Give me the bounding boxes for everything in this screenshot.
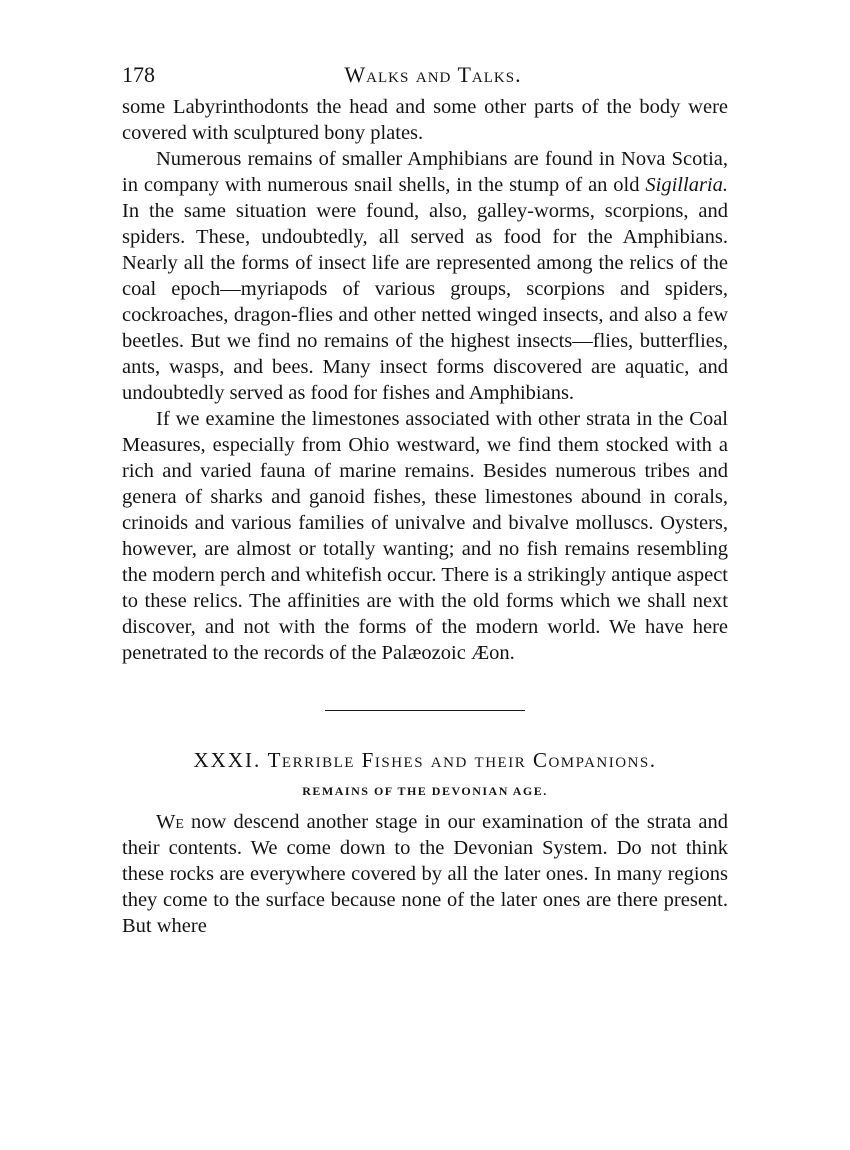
italic-term: Sigillaria. <box>645 174 728 196</box>
body-text <box>122 94 728 666</box>
paragraph-text: In the same situation were found, also, galley-worms, scorpions, and spiders. These, undoubtedly, all served as food for the Amphibians. Nearly all the forms of insect life are represented among the relics of the coal epoch—myriapods of various groups, scorpions and spiders, cockroaches, dragon-flies and other netted winged insects, and also a few beetles. But we find no remains of the highest insects—flies, butterflies, ants, wasps, and bees. Many insect forms discovered are aquatic, and undoubtedly served as food for fishes and Amphibians. <box>122 200 728 404</box>
chapter-heading <box>122 749 728 772</box>
section-divider <box>325 710 525 711</box>
book-page <box>122 60 728 939</box>
paragraph-text: Numerous remains of smaller Amphibians are found in Nova Scotia, in company with numerous snail shells, in the stump of an old <box>122 148 728 196</box>
chapter-text <box>122 809 728 939</box>
paragraph-continued: some Labyrinthodonts the head and some other parts of the body were covered with sculptured bony plates. <box>122 96 728 144</box>
chapter-opening-paragraph <box>122 809 728 939</box>
running-head <box>122 60 728 94</box>
paragraph-limestones: If we examine the limestones associated with other strata in the Coal Measures, especially from Ohio westward, we find them stocked with a rich and varied fauna of marine remains. Besides numerous tribes and genera of sharks and ganoid fishes, these limestones abound in corals, crinoids and various families of univalve and bivalve molluscs. Oysters, however, are almost or totally wanting; and no fish remains resembling the modern perch and whitefish occur. There is a strikingly antique aspect to these relics. The affinities are with the old forms which we shall next discover, and not with the forms of the modern world. We have here penetrated to the records of the Palæozoic Æon. <box>122 408 728 664</box>
running-title: Walks and Talks. <box>344 62 522 87</box>
first-word: We <box>156 811 184 833</box>
paragraph-text: now descend another stage in our examination of the strata and their contents. We come down to the Devonian System. Do not think these rocks are everywhere covered by all the later ones. In many regions they come to the surface because none of the later ones are there present. But where <box>122 811 728 937</box>
paragraph-amphibians <box>122 146 728 406</box>
page-number: 178 <box>122 62 155 87</box>
chapter-subtitle: REMAINS OF THE DEVONIAN AGE. <box>302 784 548 798</box>
chapter-number: XXXI. <box>193 748 262 772</box>
chapter-title: Terrible Fishes and their Companions. <box>267 748 657 772</box>
